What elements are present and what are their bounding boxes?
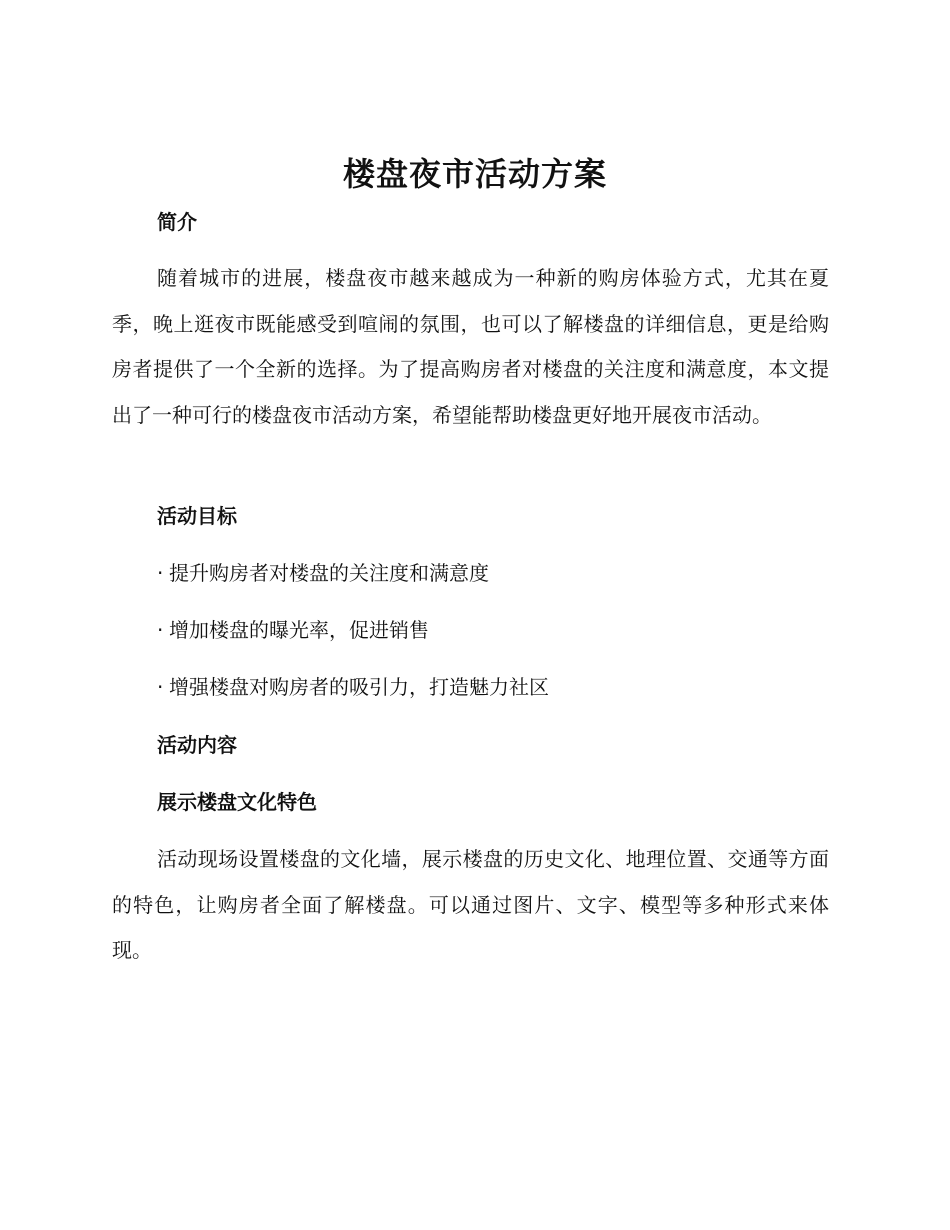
goal-text: 增加楼盘的曝光率，促进销售 (169, 618, 429, 642)
document-title: 楼盘夜市活动方案 (342, 155, 607, 193)
goal-list-item (157, 615, 429, 645)
section-heading-intro: 简介 (157, 210, 197, 234)
goal-text: 提升购房者对楼盘的关注度和满意度 (169, 561, 489, 585)
culture-paragraph: 活动现场设置楼盘的文化墙，展示楼盘的历史文化、地理位置、交通等方面的特色，让购房者全面了解楼盘。可以通过图片、文字、模型等多种形式来体现。 (112, 847, 829, 962)
bullet-marker: · (157, 675, 164, 699)
section-heading-goals: 活动目标 (157, 504, 237, 528)
bullet-marker: · (157, 561, 164, 585)
goal-list-item (157, 672, 549, 702)
section-heading-content: 活动内容 (157, 733, 237, 757)
goal-list-item (157, 558, 489, 588)
goal-text: 增强楼盘对购房者的吸引力，打造魅力社区 (169, 675, 549, 699)
subsection-heading-culture: 展示楼盘文化特色 (157, 790, 317, 814)
bullet-marker: · (157, 618, 164, 642)
intro-paragraph: 随着城市的进展，楼盘夜市越来越成为一种新的购房体验方式，尤其在夏季，晚上逛夜市既能感受到喧闹的氛围，也可以了解楼盘的详细信息，更是给购房者提供了一个全新的选择。为了提高购房者对楼盘的关注度和满意度，本文提出了一种可行的楼盘夜市活动方案，希望能帮助楼盘更好地开展夜市活动。 (112, 266, 829, 427)
